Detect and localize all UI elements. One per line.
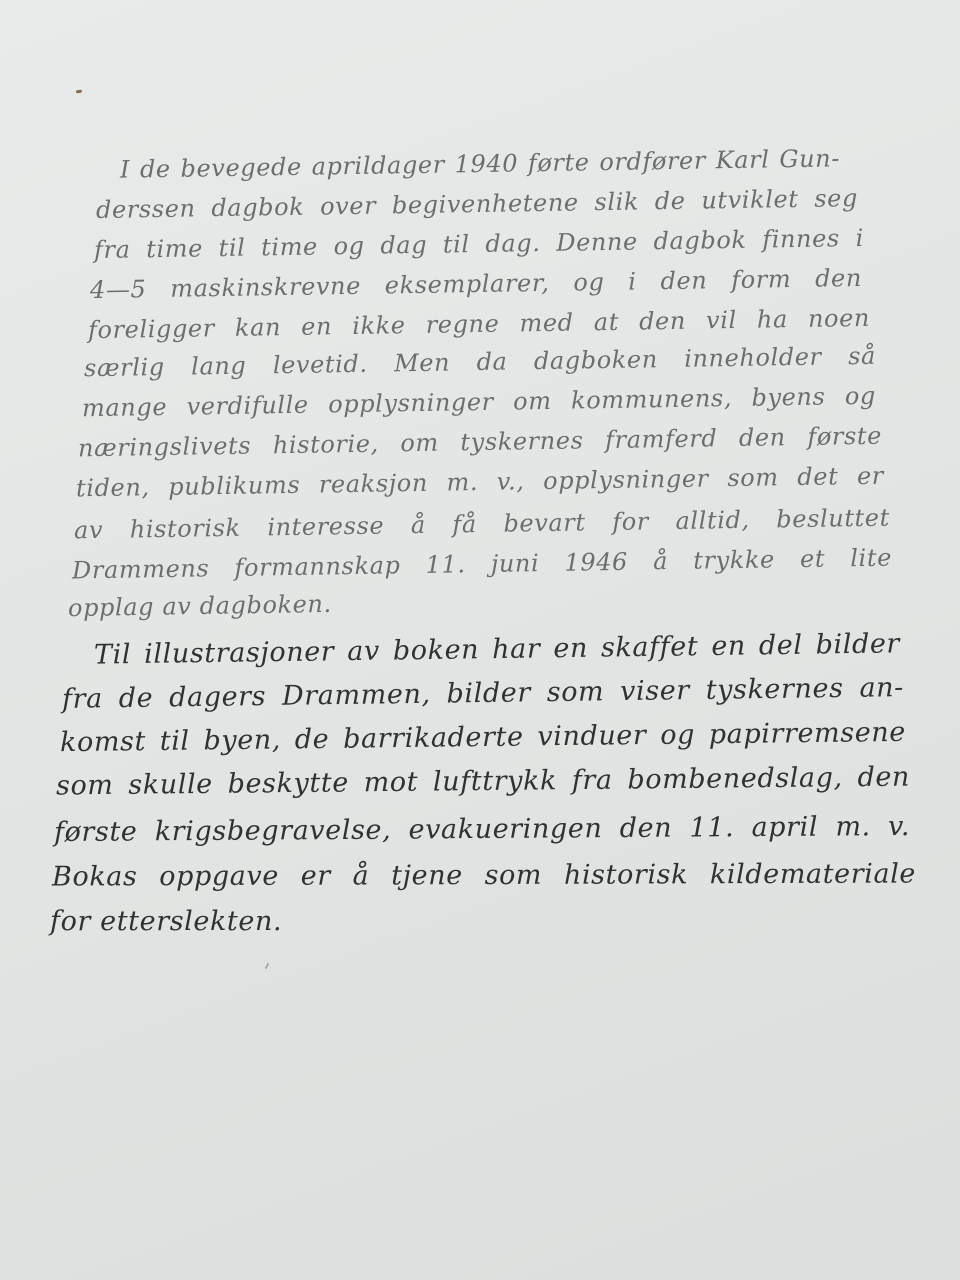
paragraph-line: komst til byen, de barrikaderte vinduer og papirremsene: [59, 716, 907, 759]
paragraph-line: næringslivets historie, om tyskernes framferd den første: [77, 421, 883, 463]
paragraph-line: særlig lang levetid. Men da dagboken inneholder så: [83, 341, 877, 383]
paragraph-line: tiden, publikums reaksjon m. v., opplysninger som det er: [75, 461, 885, 503]
paragraph-line: Bokas oppgave er å tjene som historisk kildemateriale: [51, 858, 917, 893]
paper-mark: [265, 963, 269, 969]
paragraph-line: derssen dagbok over begivenhetene slik de utviklet seg: [95, 184, 859, 224]
paragraph-line: 4—5 maskinskrevne eksemplarer, og i den form den: [89, 263, 863, 305]
paragraph-line: av historisk interesse å få bevart for alltid, besluttet: [73, 503, 891, 545]
paragraph-line: for etterslekten.: [50, 906, 283, 937]
paragraph-line: Til illustrasjoner av boken har en skaffet en del bilder: [93, 628, 901, 671]
paragraph-line: første krigsbegravelse, evakueringen den 11. april m. v.: [53, 811, 911, 848]
paragraph-line: mange verdifulle opplysninger om kommunens, byens og: [81, 381, 877, 423]
paragraph-line: foreligger kan en ikke regne med at den vil ha noen: [87, 303, 871, 345]
paragraph-line: opplag av dagboken.: [67, 589, 332, 623]
paper-speck: [76, 90, 82, 94]
paragraph-line: som skulle beskytte mot lufttrykk fra bombenedslag, den: [55, 761, 911, 802]
paragraph-line: fra time til time og dag til dag. Denne dagbok finnes i: [93, 223, 865, 265]
paragraph-line: I de bevegede aprildager 1940 førte ordfører Karl Gun-: [119, 144, 841, 184]
paragraph-line: fra de dagers Drammen, bilder som viser tyskernes an-: [61, 672, 905, 715]
paragraph-line: Drammens formannskap 11. juni 1946 å trykke et lite: [71, 543, 893, 585]
